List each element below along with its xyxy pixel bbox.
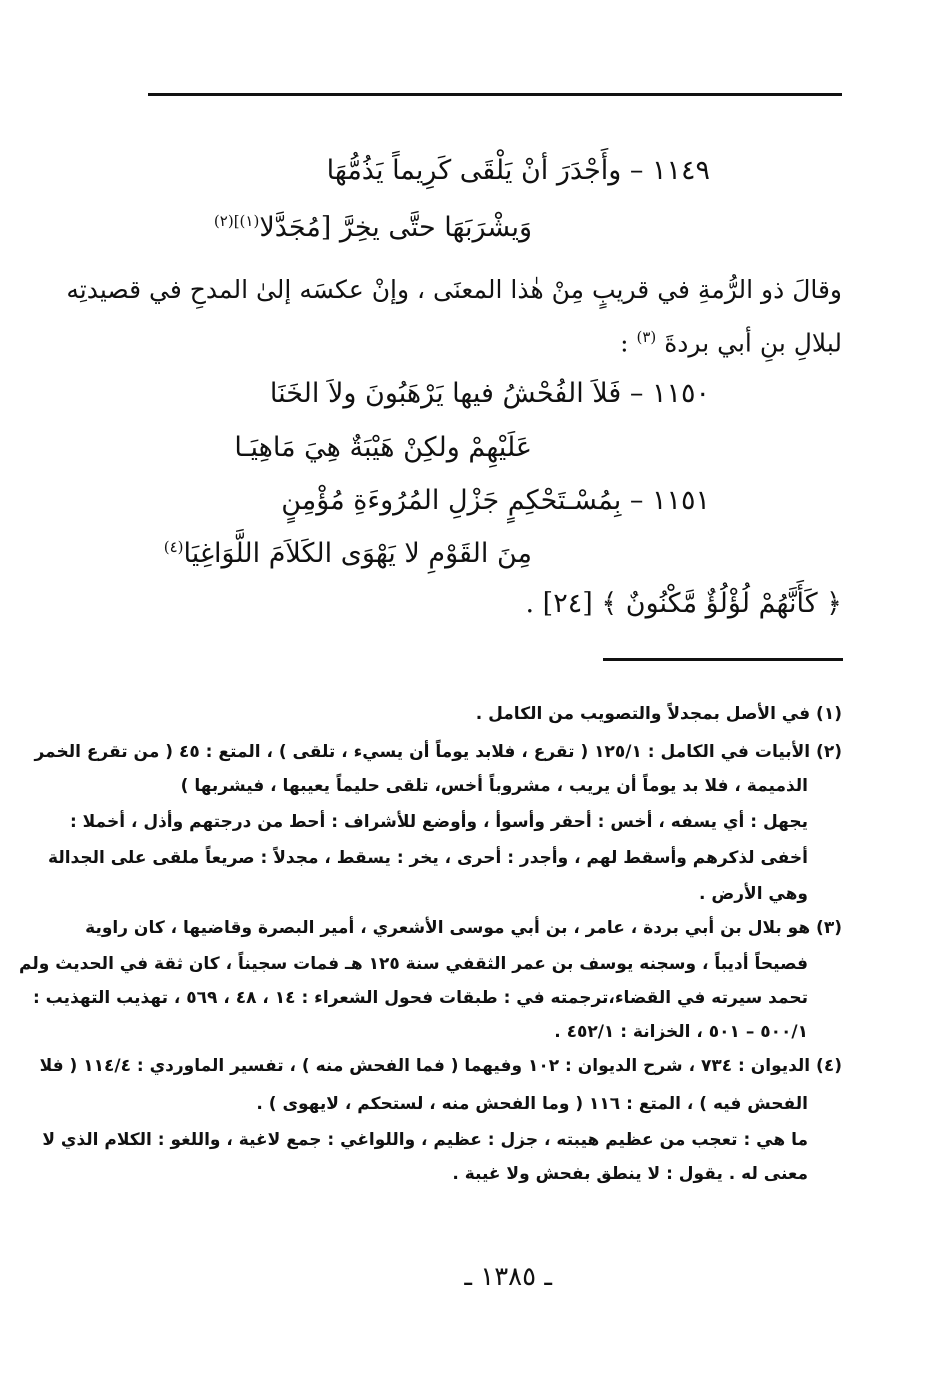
top-rule (148, 93, 842, 96)
quran-quotation (526, 588, 843, 619)
verse-1151-second-hemistich (164, 538, 532, 569)
verse-1151-first-hemistich: ١١٥١ – بِمُسْـتَحْكِمٍ جَزْلِ المُرُوءَةِ مُؤْمِنٍ (281, 485, 710, 516)
footnote-2-line-2: الذميمة ، فلا بد يوماً أن يريب ، مشروباً أخس، تلقى حليماً يعيبها ، فيشربها ) (180, 776, 808, 796)
footnote-2-line-4: أخفى لذكرهم وأسقط لهم ، وأجدر : أحرى ، يخر : يسقط ، مجدلاً : صريعاً ملقى على الجدالة (48, 848, 808, 868)
quran-verse-ref: [٢٤] . (525, 588, 593, 619)
prose-line-2-colon: : (620, 328, 629, 358)
footnote-4-line-2: الفحش فيه ) ، المتع : ١١٦ ( وما الفحش منه ، لستحكم ، لايهوى ) . (256, 1094, 808, 1114)
footnote-3-line-4: ٥٠٠/١ – ٥٠١ ، الخزانة : ٤٥٢/١ . (554, 1022, 808, 1042)
verse-1149-first-hemistich: ١١٤٩ – وأَجْدَرَ أنْ يَلْقَى كَرِيماً يَذُمُّهَا (326, 155, 710, 186)
verse-1150-first-hemistich: ١١٥٠ – فَلاَ الفُحْشُ فيها يَرْهَبُونَ ولاَ الخَنَا (269, 378, 710, 409)
verse-1149-second-text: وَيشْرَبَهَا حتَّى يخِرَّ [مُجَدَّلا (259, 212, 532, 243)
footnote-3-line-1: (٣) هو بلال بن أبي بردة ، عامر ، بن أبي موسى الأشعري ، أمير البصرة وقاضيها ، كان راوية (85, 918, 842, 938)
footnote-ref-3: (٣) (636, 328, 657, 346)
footnote-2-line-3: يجهل : أي يسفه ، أخس : أحقر وأسوأ ، وأوضع للأشراف : أحط من درجتهم وأذل ، أخملا : (69, 812, 808, 832)
footnote-4-line-3: ما هي : تعجب من عظيم هيبته ، جزل : عظيم ، واللواغي : جمع لاغية ، واللغو : الكلام الذي لا (42, 1130, 808, 1150)
footnote-ref-2: (٢) (213, 212, 234, 230)
verse-1151-second-text: مِنَ القَوْمِ لا يَهْوَى الكَلاَمَ اللَّوَاغِيَا (183, 538, 532, 569)
footnote-2-line-1: (٢) الأبيات في الكامل : ١٢٥/١ ( تقرع ، فلابد يوماً أن يسيء ، تلقى ) ، المتع : ٤٥ ( من تقرع الخمر (34, 742, 842, 762)
footnote-3-line-2: فصيحاً أديباً ، وسجنه يوسف بن عمر الثقفي سنة ١٢٥ هـ فمات سجيناً ، كان ثقة في الحديث ولم (19, 954, 808, 974)
verse-1150-second-hemistich: عَلَيْهِمْ ولكِنْ هَيْبَةٌ هِيَ مَاهِيَـا (234, 432, 532, 463)
footnote-1: (١) في الأصل بمجدلاً والتصويب من الكامل . (475, 704, 842, 724)
prose-line-1: وقالَ ذو الرُّمةِ في قريبٍ مِنْ هٰذا المعنَى ، وإنْ عكسَه إلىٰ المدحِ في قصيدتِه (66, 275, 842, 304)
footnote-ref-4: (٤) (163, 538, 184, 556)
prose-line-2 (620, 328, 842, 357)
verse-1149-second-hemistich (214, 212, 532, 243)
footnote-separator-rule (603, 658, 843, 661)
footnote-4-line-4: معنى له . يقول : لا ينطق بفحش ولا غيبة . (452, 1164, 808, 1184)
footnote-3-line-3: تحمد سيرته في القضاء،ترجمته في : طبقات فحول الشعراء : ١٤ ، ٤٨ ، ٥٦٩ ، تهذيب التهذيب : (32, 988, 808, 1008)
prose-line-2-text: لبلالِ بنِ أبي بردةَ (664, 328, 842, 358)
footnote-4-line-1: (٤) الديوان : ٧٣٤ ، شرح الديوان : ١٠٢ وفيهما ( فما الفحش منه ) ، تفسير الماوردي : ١١٤/٤ ( فلا (39, 1056, 842, 1076)
quran-text: ﴿ كَأَنَّهُمْ لُؤْلُؤٌ مَّكْنُونٌ ﴾ (601, 588, 842, 619)
footnote-2-line-5: وهي الأرض . (699, 884, 808, 904)
footnote-ref-1: (١)] (233, 212, 260, 230)
page-number: ـ ١٣٨٥ ـ (464, 1262, 552, 1292)
